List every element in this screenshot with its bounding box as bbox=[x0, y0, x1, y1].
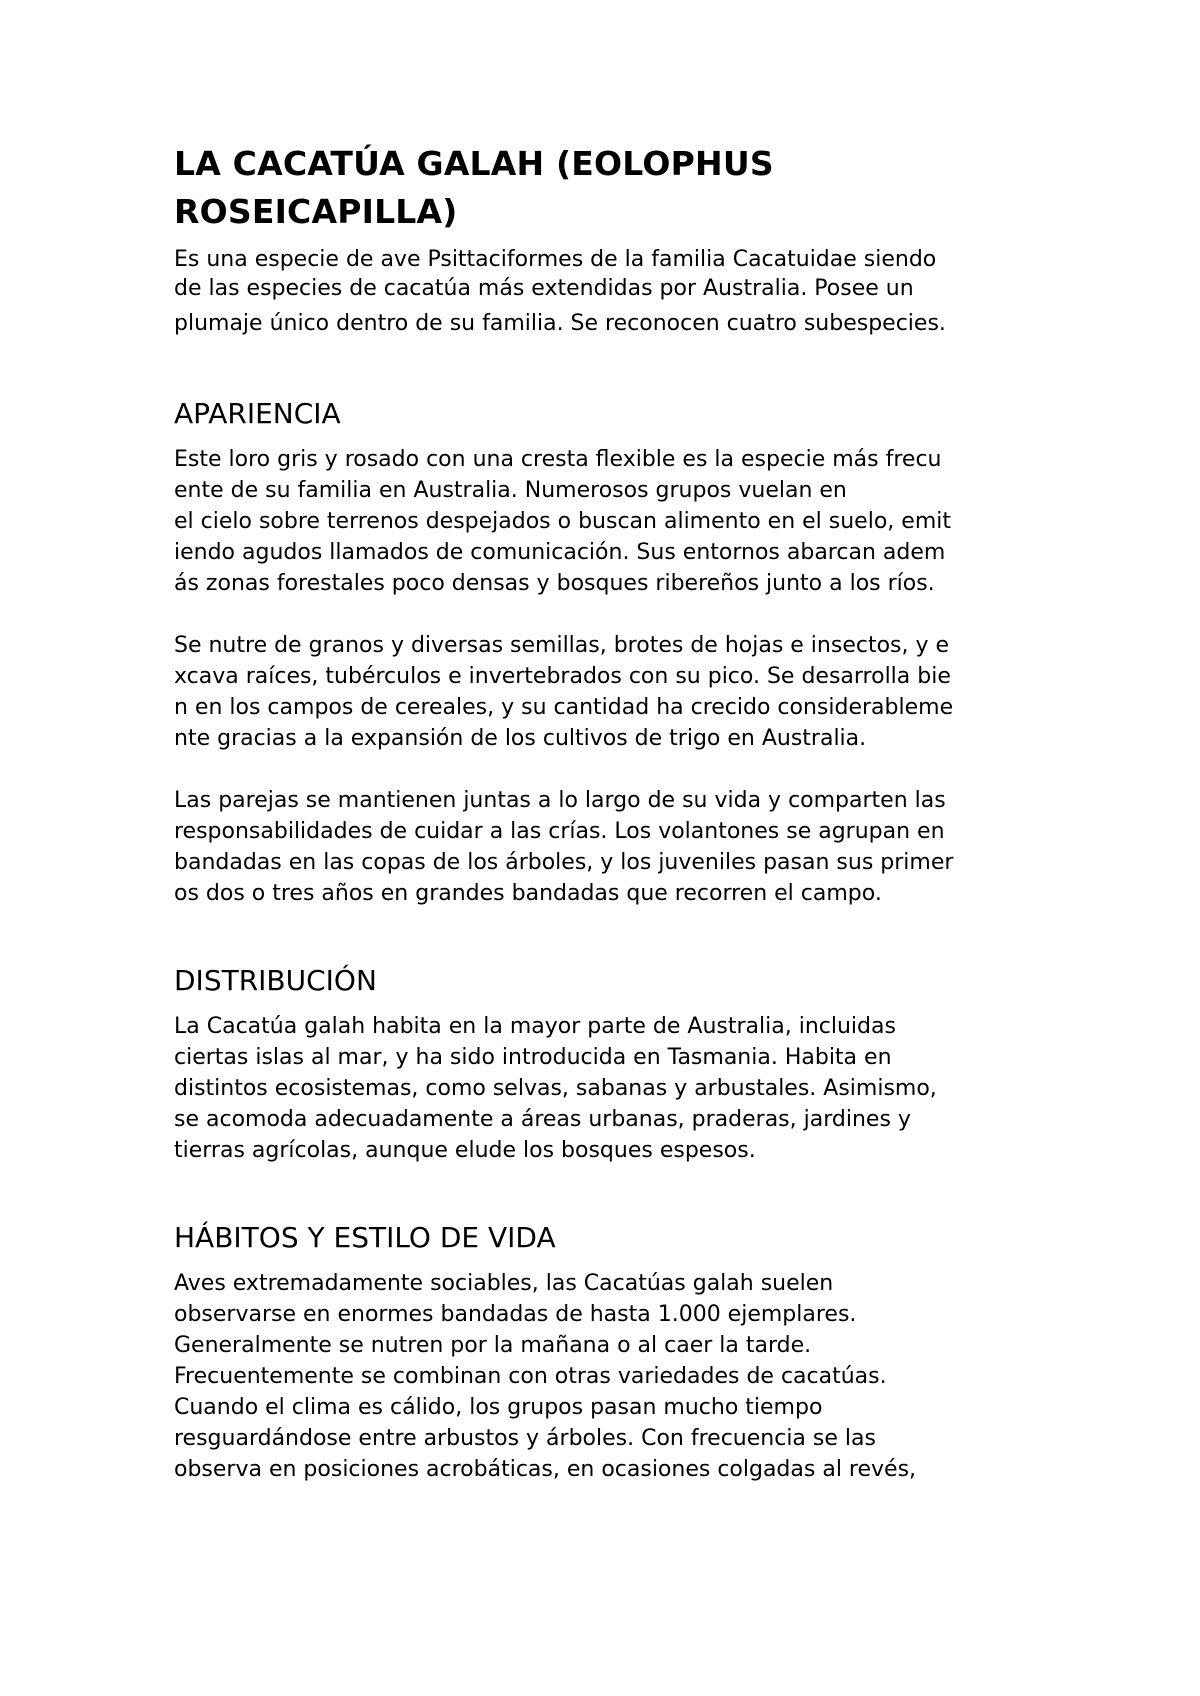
text-line: plumaje único dentro de su familia. Se reconocen cuatro subespecies. bbox=[174, 311, 946, 336]
text-line: iendo agudos llamados de comunicación. Sus entornos abarcan adem bbox=[174, 540, 946, 565]
text-line: nte gracias a la expansión de los cultivos de trigo en Australia. bbox=[174, 726, 867, 751]
apariencia-paragraph-1 bbox=[174, 444, 1074, 599]
text-line: el cielo sobre terrenos despejados o buscan alimento en el suelo, emit bbox=[174, 509, 951, 534]
apariencia-paragraph-3 bbox=[174, 785, 1074, 909]
text-line: de las especies de cacatúa más extendidas por Australia. Posee un bbox=[174, 276, 914, 301]
text-line: n en los campos de cereales, y su cantidad ha crecido considerableme bbox=[174, 695, 954, 720]
text-line: La Cacatúa galah habita en la mayor parte de Australia, incluidas bbox=[174, 1014, 896, 1039]
intro-paragraph bbox=[174, 244, 1074, 339]
text-line: Aves extremadamente sociables, las Cacatúas galah suelen bbox=[174, 1271, 834, 1296]
text-line: distintos ecosistemas, como selvas, sabanas y arbustales. Asimismo, bbox=[174, 1076, 937, 1101]
section-heading-habitos: HÁBITOS Y ESTILO DE VIDA bbox=[174, 1221, 556, 1254]
section-heading-apariencia: APARIENCIA bbox=[174, 397, 341, 430]
text-line: Las parejas se mantienen juntas a lo largo de su vida y comparten las bbox=[174, 788, 946, 813]
text-line: xcava raíces, tubérculos e invertebrados con su pico. Se desarrolla bie bbox=[174, 664, 951, 689]
text-line: observa en posiciones acrobáticas, en ocasiones colgadas al revés, bbox=[174, 1457, 917, 1482]
title-line: LA CACATÚA GALAH (EOLOPHUS bbox=[174, 144, 774, 183]
text-line: responsabilidades de cuidar a las crías. Los volantones se agrupan en bbox=[174, 819, 945, 844]
distribucion-paragraph bbox=[174, 1011, 1074, 1166]
text-line: bandadas en las copas de los árboles, y los juveniles pasan sus primer bbox=[174, 850, 954, 875]
document-title bbox=[174, 140, 1074, 236]
apariencia-paragraph-2 bbox=[174, 630, 1074, 754]
text-line: Este loro gris y rosado con una cresta flexible es la especie más frecu bbox=[174, 447, 942, 472]
section-heading-distribucion: DISTRIBUCIÓN bbox=[174, 964, 377, 997]
document-page bbox=[174, 140, 1074, 1485]
text-line: Generalmente se nutren por la mañana o al caer la tarde. bbox=[174, 1333, 812, 1358]
text-line: resguardándose entre arbustos y árboles. Con frecuencia se las bbox=[174, 1426, 876, 1451]
title-line: ROSEICAPILLA) bbox=[174, 192, 458, 231]
text-line: ás zonas forestales poco densas y bosques ribereños junto a los ríos. bbox=[174, 571, 935, 596]
text-line: Frecuentemente se combinan con otras variedades de cacatúas. bbox=[174, 1364, 887, 1389]
text-line: Se nutre de granos y diversas semillas, brotes de hojas e insectos, y e bbox=[174, 633, 950, 658]
habitos-paragraph bbox=[174, 1268, 1074, 1485]
text-line: observarse en enormes bandadas de hasta 1.000 ejemplares. bbox=[174, 1302, 857, 1327]
text-line: tierras agrícolas, aunque elude los bosques espesos. bbox=[174, 1138, 756, 1163]
text-line: Es una especie de ave Psittaciformes de la familia Cacatuidae siendo bbox=[174, 247, 937, 272]
text-line: Cuando el clima es cálido, los grupos pasan mucho tiempo bbox=[174, 1395, 823, 1420]
text-line: ente de su familia en Australia. Numerosos grupos vuelan en bbox=[174, 478, 847, 503]
text-line: ciertas islas al mar, y ha sido introducida en Tasmania. Habita en bbox=[174, 1045, 892, 1070]
text-line: se acomoda adecuadamente a áreas urbanas, praderas, jardines y bbox=[174, 1107, 911, 1132]
text-line: os dos o tres años en grandes bandadas que recorren el campo. bbox=[174, 881, 882, 906]
